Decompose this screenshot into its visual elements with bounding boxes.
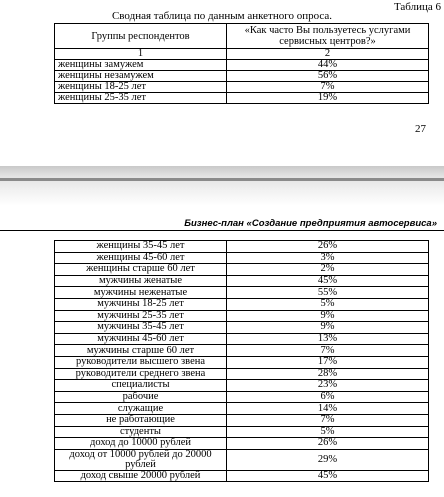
respondent-group-cell: рабочие <box>55 391 227 403</box>
respondent-group-cell: мужчины старше 60 лет <box>55 345 227 357</box>
table-body-part-1 <box>55 60 429 104</box>
table-row <box>55 275 429 287</box>
table-row <box>55 264 429 276</box>
percentage-cell: 9% <box>227 310 429 322</box>
respondent-group-cell: руководители среднего звена <box>55 368 227 380</box>
respondent-group-cell: доход до 10000 рублей <box>55 438 227 450</box>
respondent-group-cell: мужчины 45-60 лет <box>55 333 227 345</box>
table-row <box>55 298 429 310</box>
percentage-cell: 44% <box>227 60 429 71</box>
table-row <box>55 310 429 322</box>
table-body-part-2 <box>55 241 429 482</box>
table-row <box>55 345 429 357</box>
column-header-question: «Как часто Вы пользуетесь услугами сервисных центров?» <box>227 24 429 49</box>
percentage-cell: 28% <box>227 368 429 380</box>
column-index-1: 1 <box>55 49 227 60</box>
percentage-cell: 55% <box>227 287 429 299</box>
table-row <box>55 333 429 345</box>
table-caption: Сводная таблица по данным анкетного опроса. <box>111 10 333 22</box>
table-row <box>55 287 429 299</box>
table-row <box>55 426 429 438</box>
table-row <box>55 470 429 482</box>
respondent-group-cell: мужчины 18-25 лет <box>55 298 227 310</box>
respondent-group-cell: мужчины неженатые <box>55 287 227 299</box>
percentage-cell: 7% <box>227 345 429 357</box>
table-row <box>55 252 429 264</box>
respondent-group-cell: мужчины 35-45 лет <box>55 322 227 334</box>
survey-table-part-1 <box>54 23 429 104</box>
percentage-cell: 3% <box>227 252 429 264</box>
respondent-group-cell: доход от 10000 рублей до 20000 рублей <box>55 449 227 470</box>
respondent-group-cell: специалисты <box>55 380 227 392</box>
respondent-group-cell: служащие <box>55 403 227 415</box>
table-row <box>55 403 429 415</box>
percentage-cell: 45% <box>227 275 429 287</box>
running-header: Бизнес-план «Создание предприятия автосервиса» <box>184 218 437 229</box>
percentage-cell: 7% <box>227 82 429 93</box>
percentage-cell: 45% <box>227 470 429 482</box>
percentage-cell: 19% <box>227 93 429 104</box>
header-rule <box>0 230 444 231</box>
respondent-group-cell: женщины замужем <box>55 60 227 71</box>
respondent-group-cell: доход свыше 20000 рублей <box>55 470 227 482</box>
respondent-group-cell: женщины 35-45 лет <box>55 241 227 253</box>
percentage-cell: 2% <box>227 264 429 276</box>
respondent-group-cell: женщины 45-60 лет <box>55 252 227 264</box>
percentage-cell: 6% <box>227 391 429 403</box>
table-row <box>55 414 429 426</box>
document-page-1 <box>0 0 444 165</box>
table-row <box>55 380 429 392</box>
table-row <box>55 93 429 104</box>
table-row <box>55 71 429 82</box>
percentage-cell: 23% <box>227 380 429 392</box>
percentage-cell: 5% <box>227 298 429 310</box>
table-row <box>55 60 429 71</box>
table-row <box>55 356 429 368</box>
respondent-group-cell: студенты <box>55 426 227 438</box>
table-row <box>55 449 429 470</box>
respondent-group-cell: женщины 25-35 лет <box>55 93 227 104</box>
table-row <box>55 241 429 253</box>
respondent-group-cell: не работающие <box>55 414 227 426</box>
survey-table-part-2 <box>54 240 429 482</box>
table-row <box>55 438 429 450</box>
respondent-group-cell: женщины старше 60 лет <box>55 264 227 276</box>
percentage-cell: 26% <box>227 241 429 253</box>
column-index-2: 2 <box>227 49 429 60</box>
page-separator-line <box>0 178 444 181</box>
respondent-group-cell: руководители высшего звена <box>55 356 227 368</box>
respondent-group-cell: мужчины 25-35 лет <box>55 310 227 322</box>
percentage-cell: 5% <box>227 426 429 438</box>
percentage-cell: 13% <box>227 333 429 345</box>
table-row <box>55 82 429 93</box>
table-number: Таблица 6 <box>393 1 441 13</box>
page-separator <box>0 166 444 206</box>
percentage-cell: 56% <box>227 71 429 82</box>
percentage-cell: 26% <box>227 438 429 450</box>
percentage-cell: 14% <box>227 403 429 415</box>
column-header-groups: Группы респондентов <box>55 24 227 49</box>
percentage-cell: 17% <box>227 356 429 368</box>
table-row <box>55 368 429 380</box>
respondent-group-cell: мужчины женатые <box>55 275 227 287</box>
table-row <box>55 391 429 403</box>
percentage-cell: 29% <box>227 449 429 470</box>
table-row <box>55 322 429 334</box>
percentage-cell: 7% <box>227 414 429 426</box>
percentage-cell: 9% <box>227 322 429 334</box>
page-number: 27 <box>415 123 426 135</box>
respondent-group-cell: женщины незамужем <box>55 71 227 82</box>
respondent-group-cell: женщины 18-25 лет <box>55 82 227 93</box>
